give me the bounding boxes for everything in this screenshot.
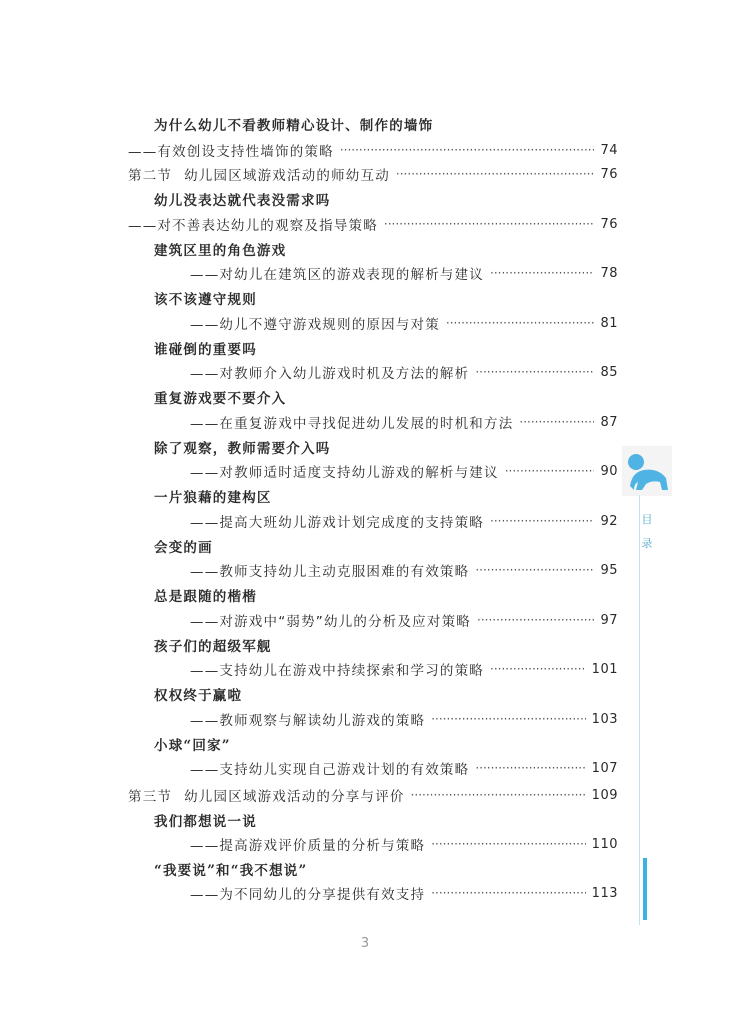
toc-item-title: 幼儿没表达就代表没需求吗 [154,193,331,209]
toc-item-title: 谁碰倒的重要吗 [154,342,257,358]
dot-leader [490,266,594,280]
toc-entry-subtitle: ——对教师适时适度支持幼儿游戏的解析与建议 [190,465,499,481]
toc-entry[interactable] [190,831,618,857]
toc-section-entry[interactable] [128,782,618,808]
toc-entry[interactable] [190,755,618,781]
toc-entry-subtitle: ——教师观察与解读幼儿游戏的策略 [190,713,426,729]
crawling-baby-icon [622,446,672,496]
toc-entry-subtitle: ——有效创设支持性墙饰的策略 [128,144,334,160]
section-title: 幼儿园区域游戏活动的师幼互动 [184,168,390,184]
toc-page-number: 109 [591,787,618,803]
toc-entry[interactable] [190,458,618,484]
dot-leader [475,365,594,379]
toc-entry-subtitle: ——在重复游戏中寻找促进幼儿发展的时机和方法 [190,416,514,432]
dot-leader [505,464,595,478]
toc-entry[interactable] [190,359,618,385]
dot-leader [384,217,595,231]
toc-page-number: 90 [600,463,618,479]
toc-item-title: 孩子们的超级军舰 [154,639,272,655]
dot-leader [490,662,586,676]
toc-page-number: 95 [600,562,618,578]
toc-page-number: 81 [600,315,618,331]
toc-entry[interactable] [190,557,618,583]
toc-entry[interactable] [128,211,618,237]
section-label: 第三节 [128,789,173,805]
toc-item-title: 为什么幼儿不看教师精心设计、制作的墙饰 [154,118,434,134]
toc-page-number: 76 [600,216,618,232]
toc-item-title: “我要说”和“我不想说” [154,863,308,879]
toc-entry[interactable] [190,260,618,286]
toc-item-title: 除了观察，教师需要介入吗 [154,441,331,457]
toc-section-entry[interactable] [128,161,618,187]
toc-item-title: 总是跟随的楷楷 [154,589,257,605]
toc-entry[interactable] [190,607,618,633]
toc-page-number: 110 [591,836,618,852]
sidebar-label-char: 目 [641,513,653,526]
toc-item-title: 该不该遵守规则 [154,292,257,308]
toc-page-number: 85 [600,364,618,380]
toc-entry[interactable] [190,409,618,435]
toc-item-title: 建筑区里的角色游戏 [154,243,287,259]
toc-page-number: 92 [600,513,618,529]
toc-item-title: 我们都想说一说 [154,814,257,830]
toc-page-number: 97 [600,612,618,628]
toc-item-title: 权权终于赢啦 [154,688,243,704]
toc-entry-subtitle: ——教师支持幼儿主动克服困难的有效策略 [190,564,470,580]
dot-leader [340,143,595,157]
section-label: 第二节 [128,168,173,184]
toc-item-title: 小球“回家” [154,738,231,754]
toc-page-number: 76 [600,166,618,182]
toc-entry[interactable] [190,310,618,336]
dot-leader [431,886,585,900]
toc-item-title: 会变的画 [154,540,213,556]
toc-entry[interactable] [128,137,618,163]
page-number: 3 [360,936,370,951]
toc-entry-subtitle: ——提高游戏评价质量的分析与策略 [190,838,426,854]
toc-entry-subtitle: ——为不同幼儿的分享提供有效支持 [190,887,426,903]
sidebar-divider [639,495,640,925]
toc-item-title: 一片狼藉的建构区 [154,490,272,506]
toc-entry-subtitle: ——支持幼儿实现自己游戏计划的有效策略 [190,762,470,778]
toc-entry[interactable] [190,880,618,906]
toc-entry-subtitle: ——对游戏中“弱势”幼儿的分析及应对策略 [190,614,471,630]
toc-entry-subtitle: ——对教师介入幼儿游戏时机及方法的解析 [190,366,470,382]
sidebar-label [640,508,654,556]
toc-entry-subtitle: ——支持幼儿在游戏中持续探索和学习的策略 [190,663,484,679]
dot-leader [490,514,594,528]
toc-entry-subtitle: ——对幼儿在建筑区的游戏表现的解析与建议 [190,267,484,283]
dot-leader [475,761,585,775]
toc-page-number: 78 [600,265,618,281]
toc-page-number: 87 [600,414,618,430]
dot-leader [411,788,586,802]
toc-page-number: 74 [600,142,618,158]
dot-leader [475,563,594,577]
dot-leader [396,167,595,181]
toc-entry-subtitle: ——对不善表达幼儿的观察及指导策略 [128,218,378,234]
dot-leader [477,613,594,627]
toc-entry[interactable] [190,656,618,682]
dot-leader [431,837,585,851]
dot-leader [446,316,595,330]
toc-page-number: 113 [591,885,618,901]
toc-entry[interactable] [190,508,618,534]
toc-entry-subtitle: ——幼儿不遵守游戏规则的原因与对策 [190,317,440,333]
toc-item-title: 重复游戏要不要介入 [154,391,287,407]
dot-leader [431,712,585,726]
toc-page-number: 103 [591,711,618,727]
toc-page-number: 101 [591,661,618,677]
toc-entry[interactable] [190,706,618,732]
dot-leader [519,415,594,429]
toc-page-number: 107 [591,760,618,776]
sidebar-label-char: 录 [641,537,653,550]
sidebar-accent-bar [643,858,647,920]
section-title: 幼儿园区域游戏活动的分享与评价 [184,789,405,805]
toc-entry-subtitle: ——提高大班幼儿游戏计划完成度的支持策略 [190,515,484,531]
